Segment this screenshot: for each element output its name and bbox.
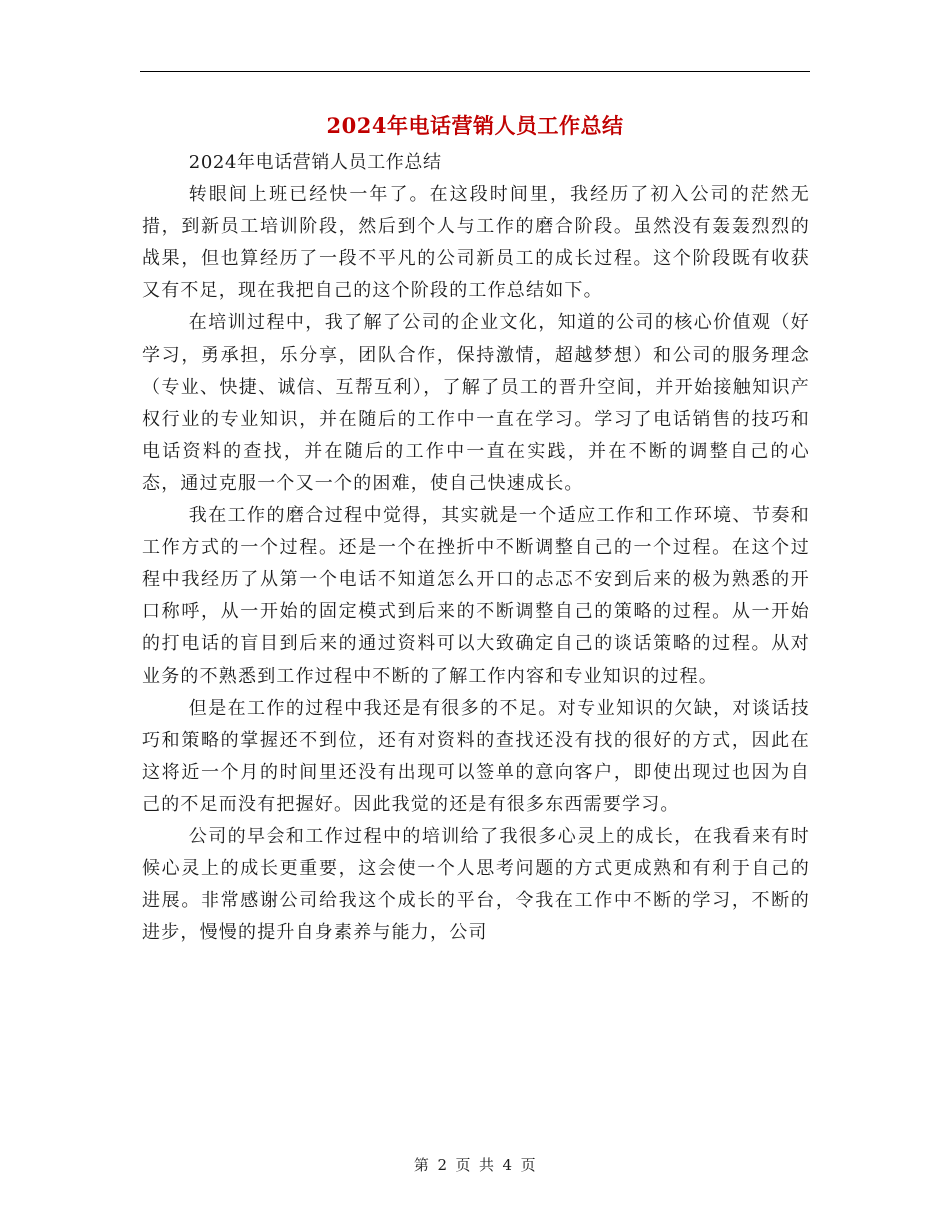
paragraph: 在培训过程中，我了解了公司的企业文化，知道的公司的核心价值观（好学习，勇承担，乐分享，团队合作，保持激情，超越梦想）和公司的服务理念（专业、快捷、诚信、互帮互利），了解了员工的晋升空间，并开始接触知识产权行业的专业知识，并在随后的工作中一直在学习。学习了电话销售的技巧和电话资料的查找，并在随后的工作中一直在实践，并在不断的调整自己的心态，通过克服一个又一个的困难，使自己快速成长。 [142,312,810,494]
footer-ye: 页 [455,1156,471,1174]
paragraph: 但是在工作的过程中我还是有很多的不足。对专业知识的欠缺，对谈话技巧和策略的掌握还不到位，还有对资料的查找还没有找的很好的方式，因此在这将近一个月的时间里还没有出现可以签单的意向客户，即使出现过也因为自己的不足而没有把握好。因此我觉的还是有很多东西需要学习。 [142,697,810,815]
paragraph: 公司的早会和工作过程中的培训给了我很多心灵上的成长，在我看来有时候心灵上的成长更重要，这会使一个人思考问题的方式更成熟和有利于自己的进展。非常感谢公司给我这个成长的平台，令我在工作中不断的学习，不断的进步，慢慢的提升自身素养与能力，公司 [142,825,810,944]
header-rule [140,71,810,72]
footer-gong: 共 [479,1156,495,1174]
page-footer [0,1154,950,1175]
paragraph: 转眼间上班已经快一年了。在这段时间里，我经历了初入公司的茫然无措，到新员工培训阶段，然后到个人与工作的磨合阶段。虽然没有轰轰烈烈的战果，但也算经历了一段不平凡的公司新员工的成长过程。这个阶段既有收获又有不足，现在我把自己的这个阶段的工作总结如下。 [142,184,810,302]
page-total: 4 [502,1156,513,1174]
footer-di: 第 [413,1156,430,1174]
paragraph: 2024年电话营销人员工作总结 [188,152,442,173]
page-number: 2 [437,1156,448,1174]
footer-ye2: 页 [520,1156,537,1174]
paragraph: 我在工作的磨合过程中觉得，其实就是一个适应工作和工作环境、节奏和工作方式的一个过程。还是一个在挫折中不断调整自己的一个过程。在这个过程中我经历了从第一个电话不知道怎么开口的忐忑不安到后来的极为熟悉的开口称呼，从一开始的固定模式到后来的不断调整自己的策略的过程。从一开始的打电话的盲目到后来的通过资料可以大致确定自己的谈话策略的过程。从对业务的不熟悉到工作过程中不断的了解工作内容和专业知识的过程。 [142,505,810,687]
document-body [142,147,810,949]
document-title: 2024年电话营销人员工作总结 [326,113,624,138]
